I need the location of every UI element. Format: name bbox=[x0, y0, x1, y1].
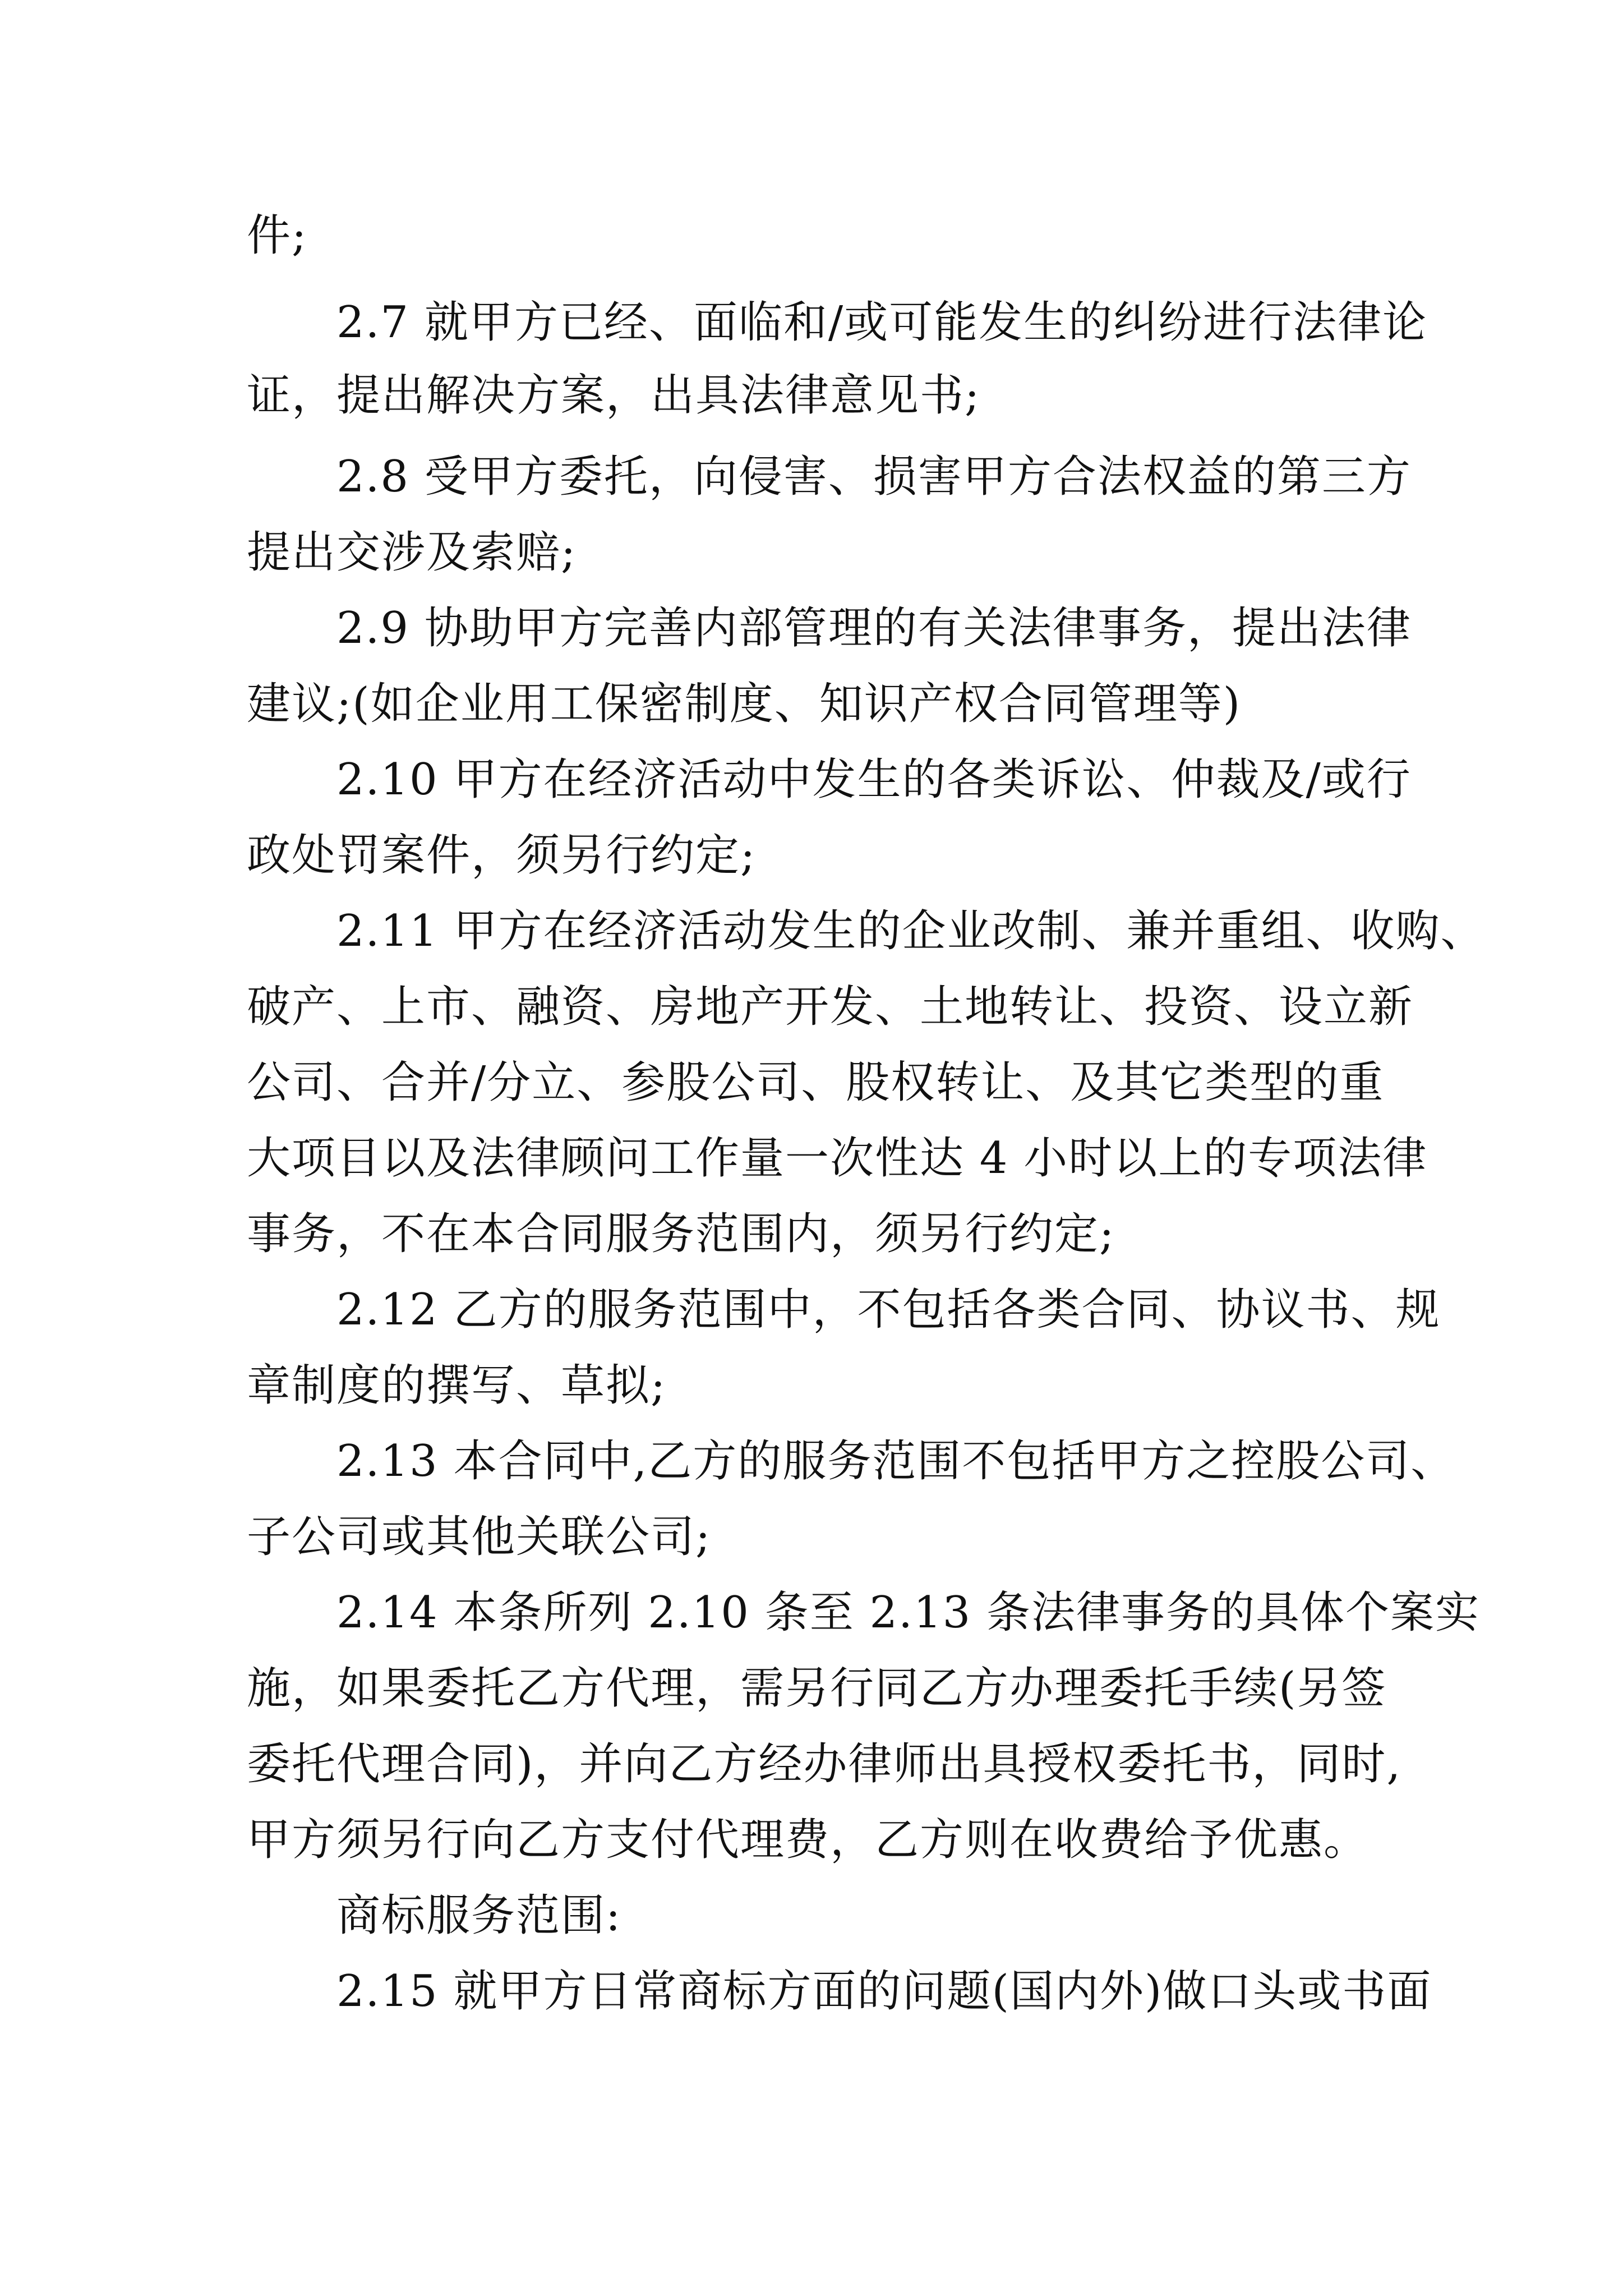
text-line: 章制度的撰写、草拟; bbox=[247, 1360, 667, 1411]
text-line: 大项目以及法律顾问工作量一次性达 4 小时以上的专项法律 bbox=[247, 1133, 1428, 1184]
clause-2-10: 2.10 甲方在经济活动中发生的各类诉讼、仲裁及/或行 bbox=[336, 754, 1412, 805]
section-heading-trademark: 商标服务范围: bbox=[336, 1890, 622, 1941]
clause-2-11: 2.11 甲方在经济活动发生的企业改制、兼并重组、收购、 bbox=[336, 906, 1486, 956]
text-line: 建议;(如企业用工保密制度、知识产权合同管理等) bbox=[247, 679, 1242, 729]
text-line: 政处罚案件，须另行约定; bbox=[247, 830, 757, 881]
text-line: 子公司或其他关联公司; bbox=[247, 1512, 712, 1562]
text-line: 件; bbox=[247, 210, 308, 261]
clause-2-12: 2.12 乙方的服务范围中，不包括各类合同、协议书、规 bbox=[336, 1285, 1441, 1335]
clause-2-8: 2.8 受甲方委托，向侵害、损害甲方合法权益的第三方 bbox=[336, 452, 1412, 502]
text-line: 委托代理合同)，并向乙方经办律师出具授权委托书，同时, bbox=[247, 1739, 1402, 1789]
clause-2-15: 2.15 就甲方日常商标方面的问题(国内外)做口头或书面 bbox=[336, 1966, 1432, 2017]
clause-2-7: 2.7 就甲方已经、面临和/或可能发生的纠纷进行法律论 bbox=[336, 297, 1428, 348]
text-line: 施，如果委托乙方代理，需另行同乙方办理委托手续(另签 bbox=[247, 1663, 1387, 1714]
clause-2-13: 2.13 本合同中,乙方的服务范围不包括甲方之控股公司、 bbox=[336, 1436, 1456, 1487]
text-line: 甲方须另行向乙方支付代理费，乙方则在收费给予优惠。 bbox=[247, 1815, 1369, 1865]
text-line: 事务，不在本合同服务范围内，须另行约定; bbox=[247, 1209, 1115, 1259]
text-line: 公司、合并/分立、参股公司、股权转让、及其它类型的重 bbox=[247, 1057, 1385, 1108]
text-line: 提出交涉及索赔; bbox=[247, 527, 577, 578]
text-line: 证，提出解决方案，出具法律意见书; bbox=[247, 370, 981, 421]
clause-2-14: 2.14 本条所列 2.10 条至 2.13 条法律事务的具体个案实 bbox=[336, 1588, 1480, 1638]
text-line: 破产、上市、融资、房地产开发、土地转让、投资、设立新 bbox=[247, 982, 1414, 1032]
clause-2-9: 2.9 协助甲方完善内部管理的有关法律事务，提出法律 bbox=[336, 603, 1412, 654]
